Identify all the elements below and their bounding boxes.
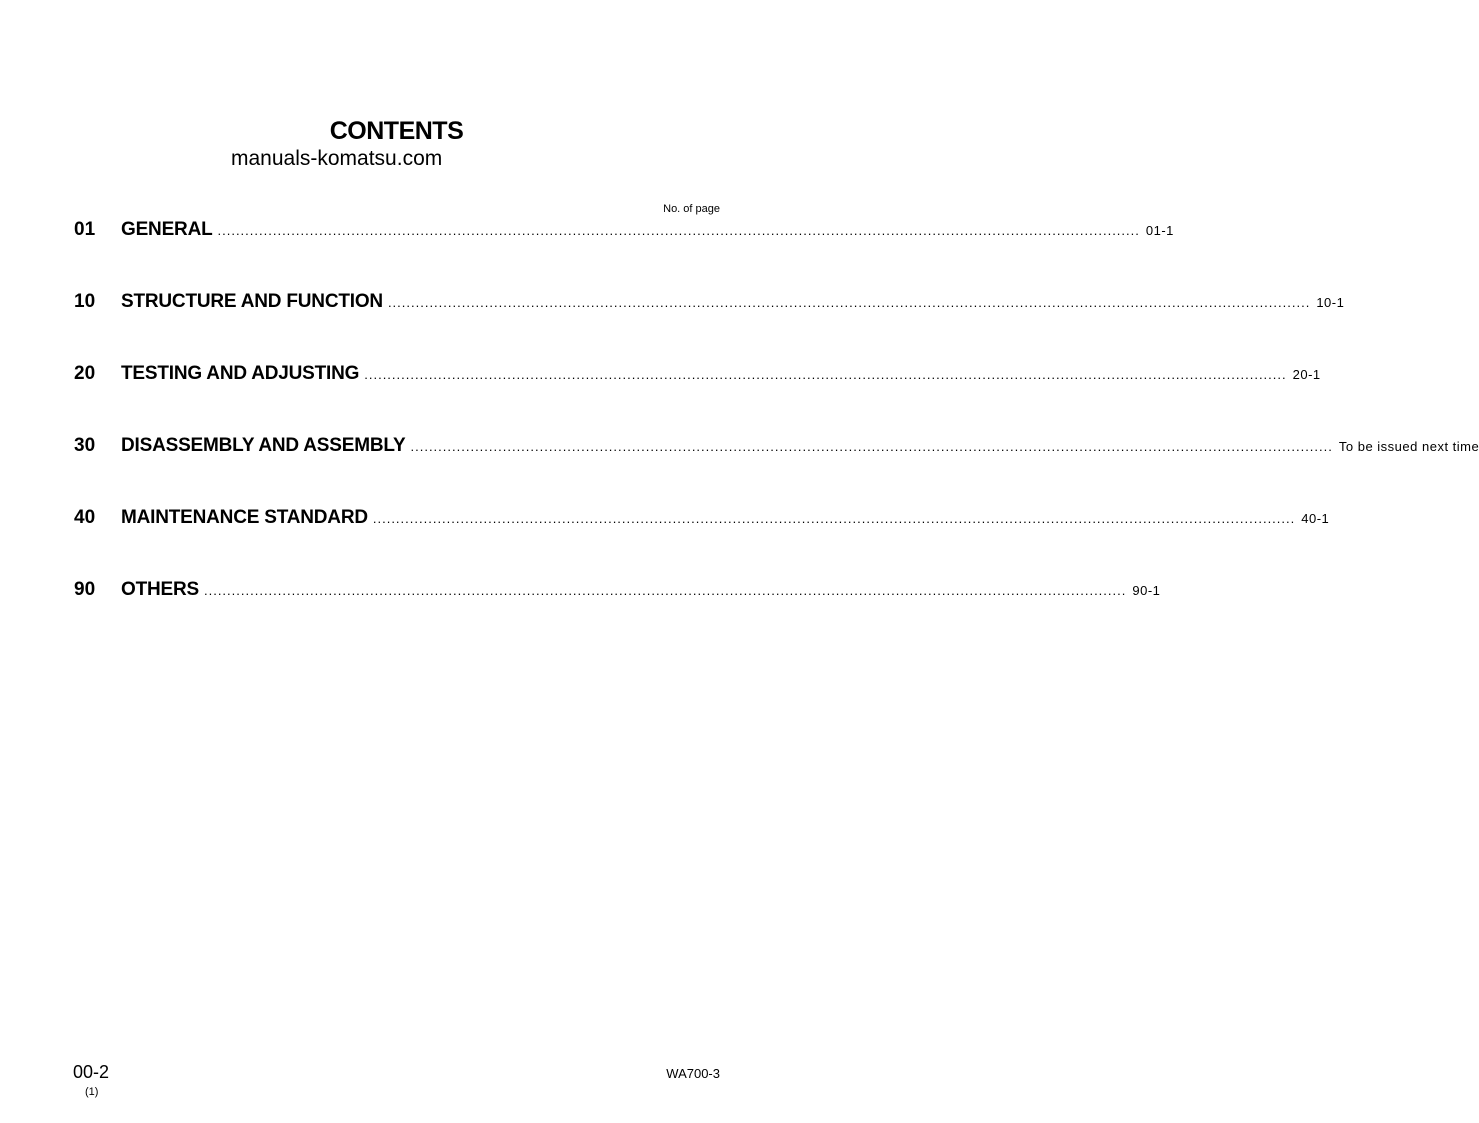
section-number: 40 [74, 507, 96, 528]
section-number: 01 [74, 219, 96, 240]
footer-page-number: 00-2 [73, 1062, 110, 1082]
footer-model: WA700-3 [666, 1066, 720, 1081]
section-number: 20 [74, 363, 96, 384]
website-label: manuals-komatsu.com [231, 147, 443, 170]
section-title: STRUCTURE AND FUNCTION [121, 291, 383, 312]
section-title: GENERAL [121, 219, 213, 240]
toc-entry[interactable] [74, 579, 1161, 603]
section-page: 20-1 [1292, 367, 1321, 382]
dot-leader: ........................................................................................................................................................................................................ [387, 295, 1311, 310]
section-page: To be issued next time [1338, 439, 1479, 454]
section-page: 40-1 [1301, 511, 1330, 526]
dot-leader: ........................................................................................................................................................................................................ [364, 367, 1287, 382]
dot-leader: ........................................................................................................................................................................................................ [203, 583, 1127, 598]
column-heading: No. of page [663, 203, 720, 215]
toc-entry[interactable] [74, 291, 1345, 315]
toc-entry[interactable] [74, 219, 1174, 243]
section-page: 01-1 [1145, 223, 1174, 238]
page-title: CONTENTS [329, 117, 464, 145]
dot-leader: ........................................................................................................................................................................................................ [410, 439, 1333, 454]
toc-entry[interactable] [74, 507, 1330, 531]
section-page: 10-1 [1316, 295, 1345, 310]
section-page: 90-1 [1132, 583, 1161, 598]
footer-revision: (1) [85, 1086, 99, 1098]
toc-entry[interactable] [74, 363, 1321, 387]
toc-entry[interactable] [74, 435, 1479, 459]
dot-leader: ........................................................................................................................................................................................................ [372, 511, 1296, 526]
section-number: 30 [74, 435, 96, 456]
section-title: MAINTENANCE STANDARD [121, 507, 368, 528]
section-title: TESTING AND ADJUSTING [121, 363, 360, 384]
section-number: 10 [74, 291, 96, 312]
section-title: OTHERS [121, 579, 199, 600]
section-title: DISASSEMBLY AND ASSEMBLY [121, 435, 406, 456]
dot-leader: ........................................................................................................................................................................................................ [217, 223, 1140, 238]
section-number: 90 [74, 579, 96, 600]
